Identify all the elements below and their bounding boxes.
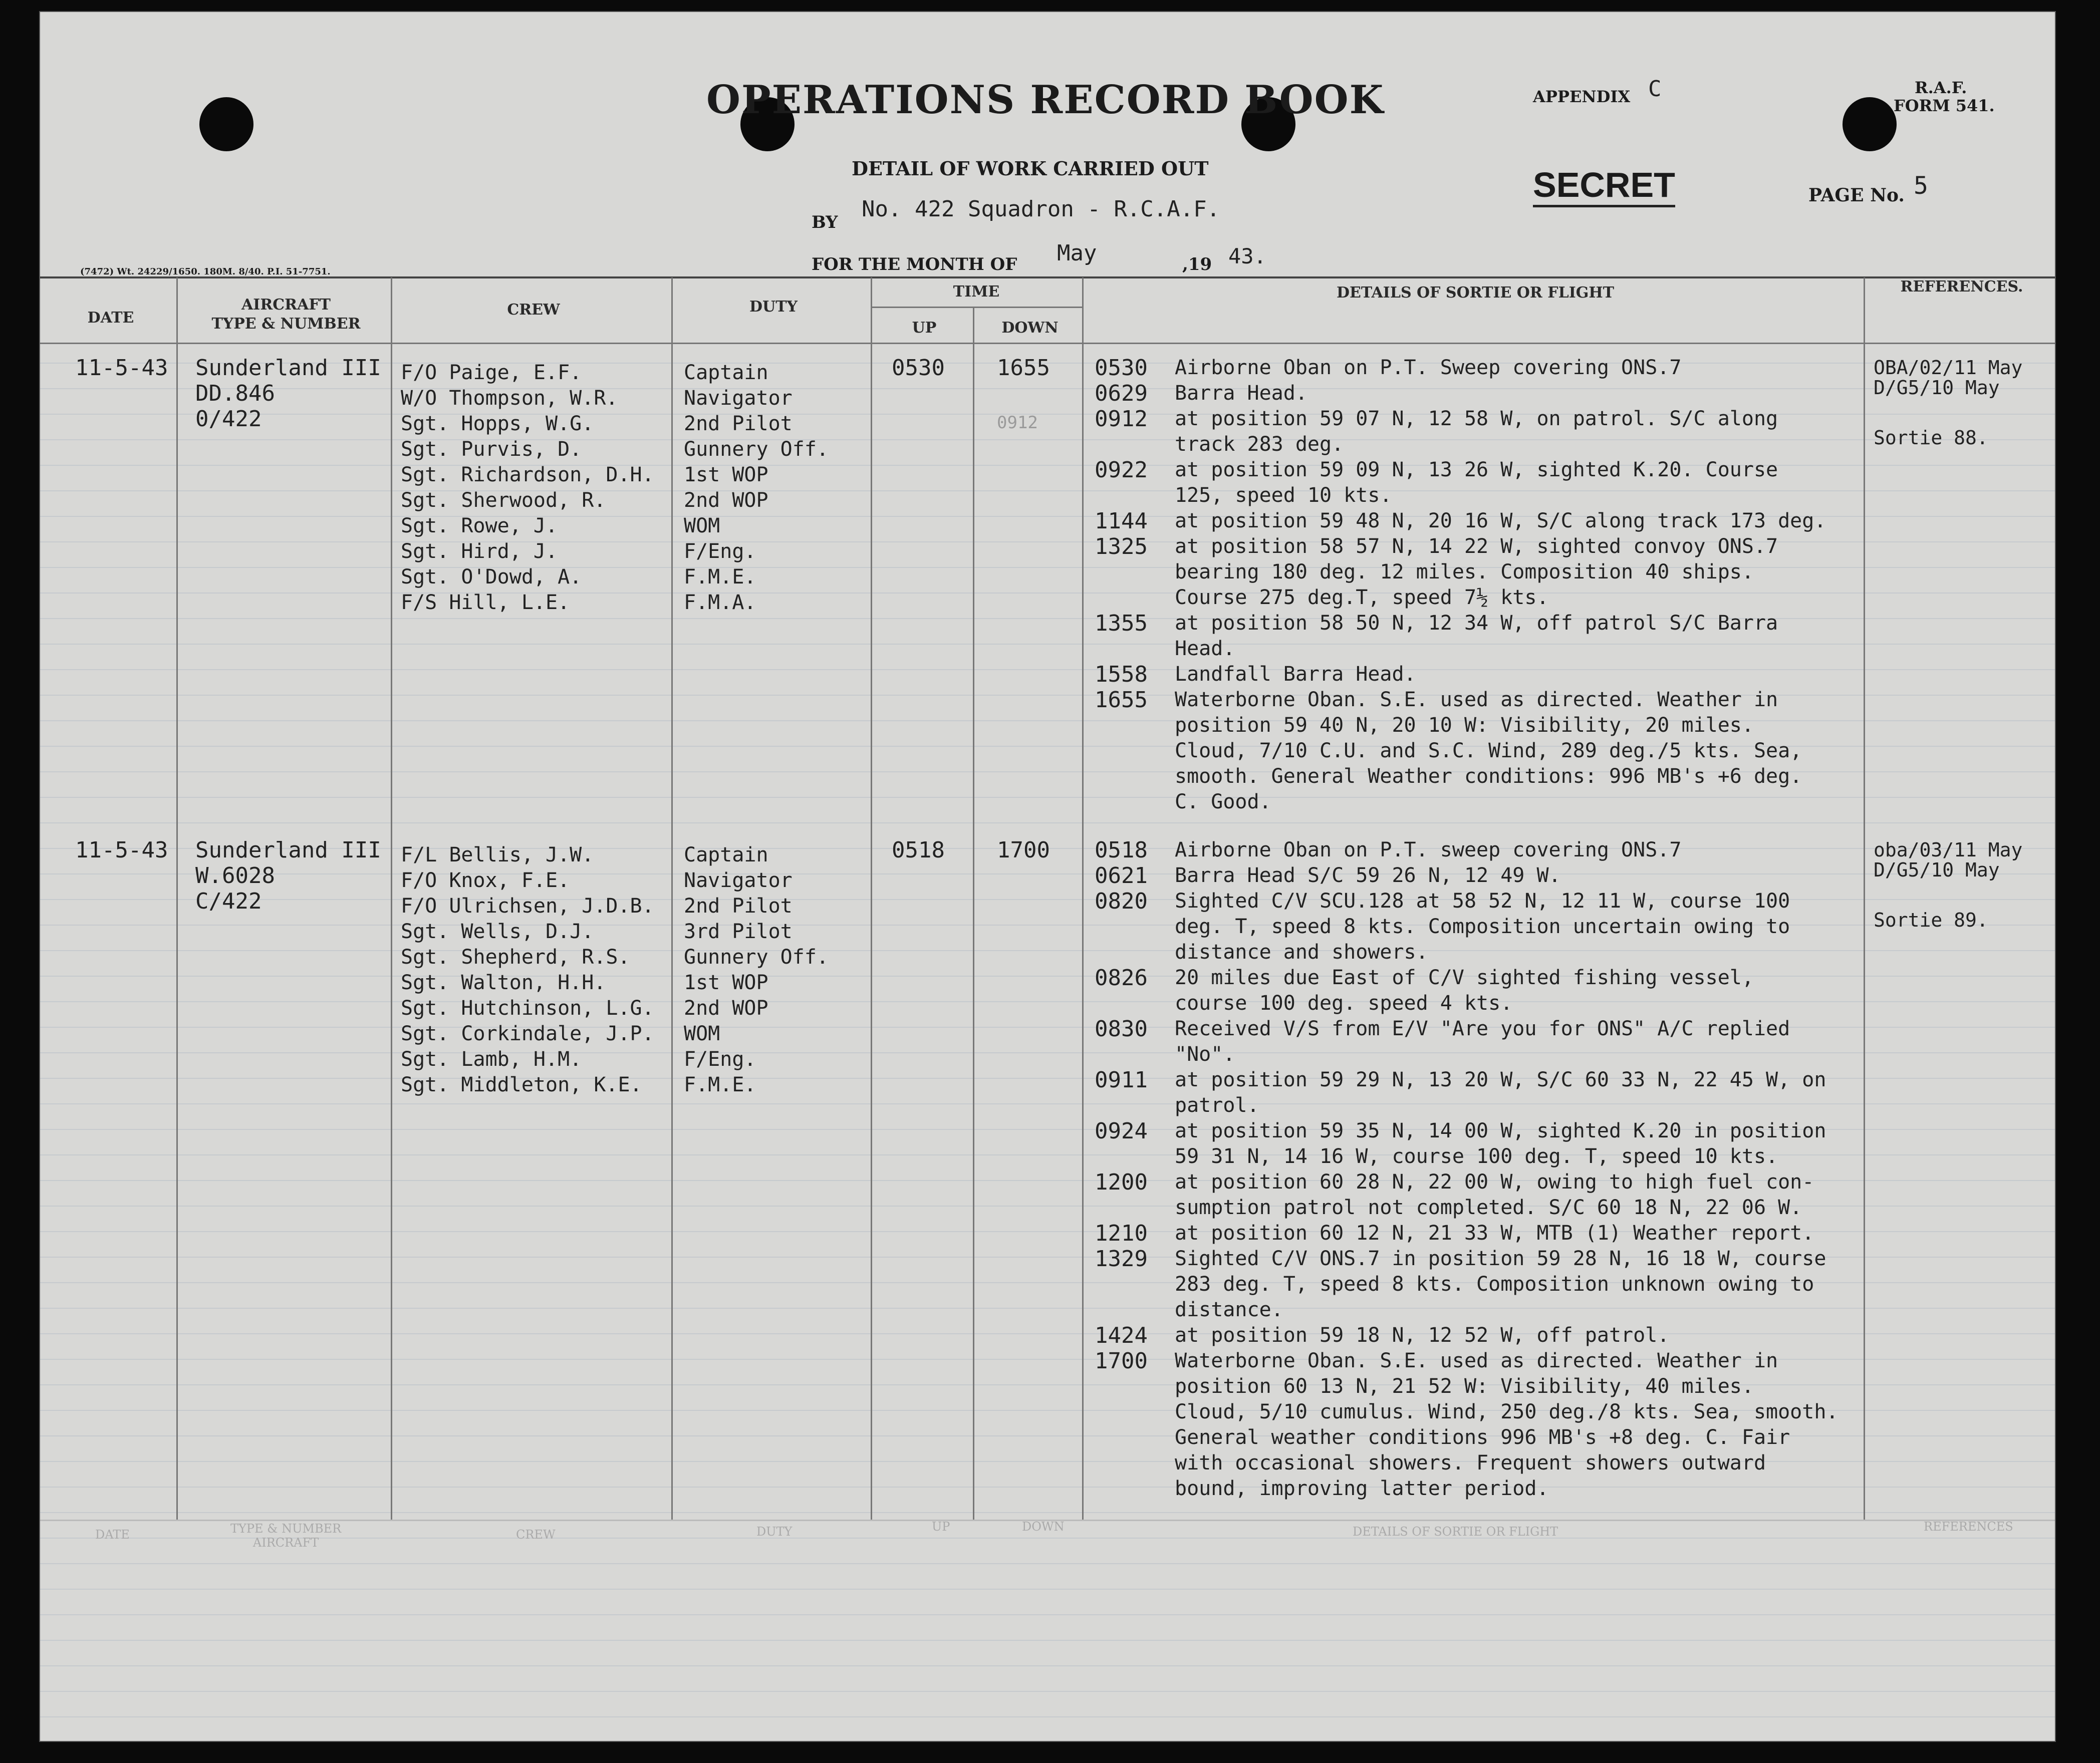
year-value: 43. bbox=[1228, 244, 1266, 268]
detail-time: 1355 bbox=[1095, 611, 1148, 636]
crew-member: F/S Hill, L.E. bbox=[401, 591, 570, 614]
footer-references: REFERENCES bbox=[1924, 1520, 2013, 1534]
crew-duty: Gunnery Off. bbox=[684, 946, 829, 969]
ruled-line bbox=[40, 1614, 2055, 1615]
ruled-line bbox=[40, 669, 2055, 670]
ruled-line bbox=[40, 873, 2055, 874]
detail-entry: at position 60 28 N, 22 00 W, owing to high fuel con- sumption patrol not completed. S/C 60 18 N, 22 06 W. bbox=[1175, 1170, 1814, 1219]
detail-entry: at position 59 48 N, 20 16 W, S/C along track 173 deg. bbox=[1175, 509, 1826, 532]
ruled-line bbox=[40, 822, 2055, 823]
detail-entry: at position 59 29 N, 13 20 W, S/C 60 33 N, 22 45 W, on patrol. bbox=[1175, 1068, 1826, 1117]
detail-time: 0530 bbox=[1095, 355, 1148, 381]
detail-entry: Airborne Oban on P.T. sweep covering ONS.7 bbox=[1175, 838, 1682, 861]
detail-entry: Sighted C/V SCU.128 at 58 52 N, 12 11 W, course 100 deg. T, speed 8 kts. Composition uncertain owing to distance and showers. bbox=[1175, 890, 1790, 964]
detail-time: 0826 bbox=[1095, 965, 1148, 991]
detail-time: 0911 bbox=[1095, 1067, 1148, 1093]
month-label: FOR THE MONTH OF bbox=[812, 254, 1017, 274]
appendix-label: APPENDIX bbox=[1533, 87, 1631, 106]
crew-member: Sgt. Hutchinson, L.G. bbox=[401, 997, 654, 1020]
footer-up: UP bbox=[932, 1520, 950, 1534]
ruled-line bbox=[40, 1640, 2055, 1641]
detail-time: 1424 bbox=[1095, 1323, 1148, 1348]
crew-member: F/L Bellis, J.W. bbox=[401, 843, 594, 866]
detail-entry: Barra Head S/C 59 26 N, 12 49 W. bbox=[1175, 864, 1561, 887]
crew-member: Sgt. Sherwood, R. bbox=[401, 489, 606, 512]
crew-duty: 1st WOP bbox=[684, 463, 768, 486]
page-label: PAGE No. bbox=[1808, 185, 1905, 206]
squadron-name: No. 422 Squadron - R.C.A.F. bbox=[862, 196, 1220, 222]
table-top-rule bbox=[40, 276, 2055, 278]
col-rule bbox=[973, 308, 974, 1520]
detail-time: 0629 bbox=[1095, 381, 1148, 406]
reference: Sortie 89. bbox=[1874, 909, 1988, 931]
header-time: TIME bbox=[953, 283, 1000, 301]
crew-duty: F/Eng. bbox=[684, 540, 756, 563]
sortie-date: 11-5-43 bbox=[75, 355, 168, 381]
crew-member: Sgt. Richardson, D.H. bbox=[401, 463, 654, 486]
crew-duty: F/Eng. bbox=[684, 1048, 756, 1071]
footer-crew: CREW bbox=[516, 1528, 556, 1542]
form-number: FORM 541. bbox=[1894, 96, 1995, 115]
ruled-line bbox=[40, 1665, 2055, 1666]
detail-time: 0518 bbox=[1095, 837, 1148, 863]
crew-duty: 3rd Pilot bbox=[684, 920, 793, 943]
print-code: (7472) Wt. 24229/1650. 180M. 8/40. P.I. 51-7751. bbox=[80, 266, 331, 277]
footer-down: DOWN bbox=[1022, 1520, 1065, 1534]
aircraft-serial: W.6028 bbox=[195, 863, 275, 889]
crew-duty: F.M.A. bbox=[684, 591, 756, 614]
time-down: 1700 bbox=[997, 837, 1050, 863]
header-bottom-rule bbox=[40, 343, 2055, 344]
crew-member: Sgt. Hopps, W.G. bbox=[401, 412, 594, 435]
aircraft-type: Sunderland III bbox=[195, 837, 381, 863]
detail-time: 1700 bbox=[1095, 1348, 1148, 1374]
detail-entry: at position 59 35 N, 14 00 W, sighted K.20 in position 59 31 N, 14 16 W, course 100 deg. T, speed 10 kts. bbox=[1175, 1119, 1826, 1168]
header-up: UP bbox=[912, 319, 937, 337]
detail-entry: at position 59 07 N, 12 58 W, on patrol. S/C along track 283 deg. bbox=[1175, 407, 1778, 456]
aircraft-type: Sunderland III bbox=[195, 355, 381, 381]
detail-entry: Waterborne Oban. S.E. used as directed. Weather in position 60 13 N, 21 52 W: Visibility, 40 miles. Cloud, 5/10 cumulus. Wind, 250 deg./8 kts. Sea, smooth. General weather conditions 996 MB's +8 deg. C. Fair with occasional showers. Frequent showers outward bound, improving latter period. bbox=[1175, 1349, 1839, 1500]
time-down: 1655 bbox=[997, 355, 1050, 381]
detail-time: 0820 bbox=[1095, 889, 1148, 914]
aircraft-code: 0/422 bbox=[195, 406, 262, 432]
footer-aircraft: TYPE & NUMBER AIRCRAFT bbox=[230, 1522, 342, 1550]
detail-entry: 20 miles due East of C/V sighted fishing vessel, course 100 deg. speed 4 kts. bbox=[1175, 966, 1754, 1015]
col-rule bbox=[1864, 277, 1865, 1520]
header-down: DOWN bbox=[1001, 319, 1059, 337]
aircraft-code: C/422 bbox=[195, 889, 262, 914]
header-crew: CREW bbox=[507, 301, 560, 319]
crew-duty: 2nd WOP bbox=[684, 489, 768, 512]
detail-time: 1144 bbox=[1095, 508, 1148, 534]
detail-time: 1325 bbox=[1095, 534, 1148, 559]
col-rule bbox=[671, 277, 673, 1520]
detail-entry: Landfall Barra Head. bbox=[1175, 663, 1416, 686]
ruled-line bbox=[40, 1716, 2055, 1717]
record-sheet bbox=[39, 11, 2056, 1742]
year-prefix: ,19 bbox=[1182, 254, 1212, 274]
time-up: 0518 bbox=[892, 837, 945, 863]
crew-duty: 2nd Pilot bbox=[684, 895, 793, 918]
detail-time: 1329 bbox=[1095, 1246, 1148, 1272]
crew-member: Sgt. Lamb, H.M. bbox=[401, 1048, 582, 1071]
detail-entry: Sighted C/V ONS.7 in position 59 28 N, 16 18 W, course 283 deg. T, speed 8 kts. Composition unknown owing to distance. bbox=[1175, 1247, 1826, 1321]
time-up: 0530 bbox=[892, 355, 945, 381]
crew-duty: WOM bbox=[684, 514, 720, 537]
detail-entry: at position 58 57 N, 14 22 W, sighted convoy ONS.7 bearing 180 deg. 12 miles. Composition 40 ships. Course 275 deg.T, speed 7½ kts. bbox=[1175, 535, 1778, 609]
detail-entry: Airborne Oban on P.T. Sweep covering ONS.7 bbox=[1175, 356, 1682, 379]
col-rule bbox=[391, 277, 392, 1520]
reference: Sortie 88. bbox=[1874, 427, 1988, 449]
crew-duty: Navigator bbox=[684, 387, 793, 410]
time-divider bbox=[871, 307, 1082, 308]
crew-member: Sgt. Wells, D.J. bbox=[401, 920, 594, 943]
crew-member: Sgt. Rowe, J. bbox=[401, 514, 558, 537]
crew-member: F/O Knox, F.E. bbox=[401, 869, 570, 892]
detail-time: 0924 bbox=[1095, 1118, 1148, 1144]
reference: OBA/02/11 May bbox=[1874, 357, 2023, 379]
detail-time: 1200 bbox=[1095, 1169, 1148, 1195]
crew-duty: WOM bbox=[684, 1022, 720, 1045]
ruled-line bbox=[40, 1538, 2055, 1539]
crew-member: W/O Thompson, W.R. bbox=[401, 387, 618, 410]
detail-time: 1558 bbox=[1095, 662, 1148, 687]
ruled-line bbox=[40, 388, 2055, 389]
ruled-line bbox=[40, 1333, 2055, 1334]
page-number: 5 bbox=[1914, 172, 1928, 200]
punch-hole bbox=[1843, 97, 1897, 151]
crew-member: F/O Ulrichsen, J.D.B. bbox=[401, 895, 654, 918]
crew-member: F/O Paige, E.F. bbox=[401, 361, 582, 384]
detail-entry: at position 58 50 N, 12 34 W, off patrol S/C Barra Head. bbox=[1175, 612, 1778, 660]
secret-stamp: SECRET bbox=[1533, 165, 1675, 207]
month-value: May bbox=[1057, 240, 1097, 266]
footer-duty: DUTY bbox=[756, 1525, 793, 1539]
detail-entry: at position 60 12 N, 21 33 W, MTB (1) Weather report. bbox=[1175, 1222, 1814, 1245]
detail-time: 1655 bbox=[1095, 687, 1148, 713]
crew-duty: 2nd Pilot bbox=[684, 412, 793, 435]
crew-member: Sgt. Corkindale, J.P. bbox=[401, 1022, 654, 1045]
aircraft-serial: DD.846 bbox=[195, 381, 275, 406]
appendix-value: C bbox=[1648, 76, 1662, 102]
detail-time: 0912 bbox=[1095, 406, 1148, 432]
ruled-line bbox=[40, 1589, 2055, 1590]
detail-entry: Waterborne Oban. S.E. used as directed. Weather in position 59 40 N, 20 10 W: Visibility, 20 miles. Cloud, 7/10 C.U. and S.C. Wind, 289 deg./5 kts. Sea, smooth. General Weather conditions: 996 MB's +6 deg. C. Good. bbox=[1175, 688, 1802, 813]
detail-time: 0922 bbox=[1095, 457, 1148, 483]
header-details: DETAILS OF SORTIE OR FLIGHT bbox=[1336, 284, 1615, 302]
col-rule bbox=[176, 277, 178, 1520]
crew-member: Sgt. Hird, J. bbox=[401, 540, 558, 563]
crew-duty: F.M.E. bbox=[684, 1073, 756, 1096]
reference: oba/03/11 May bbox=[1874, 839, 2023, 861]
footer-date: DATE bbox=[95, 1528, 130, 1542]
detail-time: 0830 bbox=[1095, 1016, 1148, 1042]
detail-entry: at position 59 09 N, 13 26 W, sighted K.20. Course 125, speed 10 kts. bbox=[1175, 458, 1778, 507]
crew-member: Sgt. Walton, H.H. bbox=[401, 971, 606, 994]
raf-label: R.A.F. bbox=[1915, 78, 1967, 97]
ruled-line bbox=[40, 1512, 2055, 1513]
header-references: REFERENCES. bbox=[1900, 278, 2023, 296]
crew-duty: Captain bbox=[684, 843, 768, 866]
crew-member: Sgt. Purvis, D. bbox=[401, 438, 582, 461]
crew-duty: Captain bbox=[684, 361, 768, 384]
header-date: DATE bbox=[87, 309, 134, 327]
crew-duty: Navigator bbox=[684, 869, 793, 892]
header-aircraft: AIRCRAFT TYPE & NUMBER bbox=[211, 296, 361, 333]
detail-time: 0621 bbox=[1095, 863, 1148, 889]
header-duty: DUTY bbox=[749, 298, 798, 316]
crew-duty: 2nd WOP bbox=[684, 997, 768, 1020]
footer-details: DETAILS OF SORTIE OR FLIGHT bbox=[1353, 1525, 1558, 1539]
sortie-date: 11-5-43 bbox=[75, 837, 168, 863]
crew-member: Sgt. Middleton, K.E. bbox=[401, 1073, 642, 1096]
reference: D/G5/10 May bbox=[1874, 377, 2000, 399]
ruled-line bbox=[40, 1691, 2055, 1692]
crew-member: Sgt. O'Dowd, A. bbox=[401, 565, 582, 589]
crew-duty: F.M.E. bbox=[684, 565, 756, 589]
detail-entry: Barra Head. bbox=[1175, 382, 1307, 405]
detail-entry: Received V/S from E/V "Are you for ONS" A/C replied "No". bbox=[1175, 1017, 1790, 1066]
col-rule bbox=[1082, 277, 1084, 1520]
crew-duty: 1st WOP bbox=[684, 971, 768, 994]
detail-entry: at position 59 18 N, 12 52 W, off patrol. bbox=[1175, 1324, 1670, 1347]
col-rule bbox=[871, 277, 872, 1520]
time-down-note: 0912 bbox=[997, 413, 1038, 433]
form-subtitle: DETAIL OF WORK CARRIED OUT bbox=[852, 157, 1209, 180]
detail-time: 1210 bbox=[1095, 1221, 1148, 1246]
by-label: BY bbox=[812, 212, 838, 232]
crew-duty: Gunnery Off. bbox=[684, 438, 829, 461]
ruled-line bbox=[40, 1563, 2055, 1564]
punch-hole bbox=[199, 97, 253, 151]
form-title: OPERATIONS RECORD BOOK bbox=[706, 77, 1385, 123]
reference: D/G5/10 May bbox=[1874, 859, 2000, 881]
crew-member: Sgt. Shepherd, R.S. bbox=[401, 946, 630, 969]
